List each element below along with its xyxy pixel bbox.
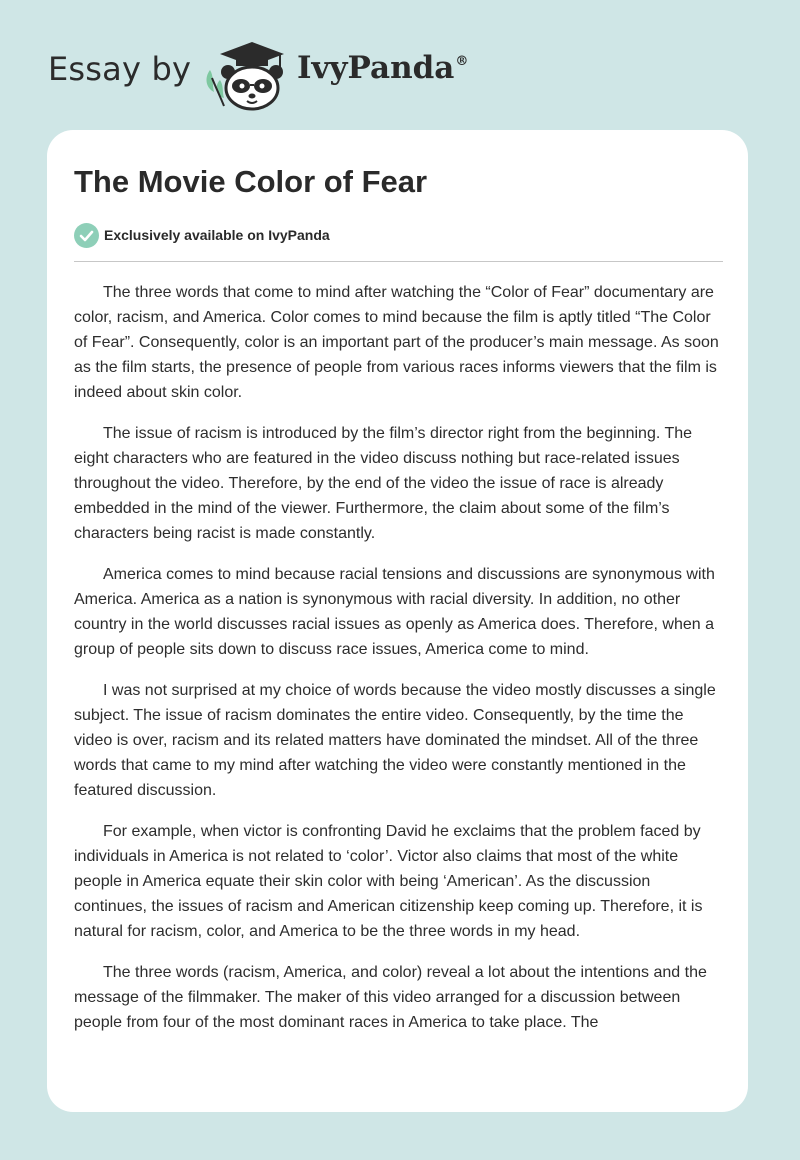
paragraph: The issue of racism is introduced by the film’s director right from the beginning. The eight characters who are featured in the video discuss nothing but race-related issues throughout the video. Therefore, by the end of the video the issue of race is already embedded in the mind of the viewer. Furthermore, the claim about some of the film’s characters being racist is made constantly. [74,425,693,542]
divider [74,261,723,262]
essay-card [47,130,748,1112]
brand-text: IvyPanda [297,50,455,86]
paragraph: The three words (racism, America, and color) reveal a lot about the intentions and the message of the filmmaker. The maker of this video arranged for a discussion between people from four of the most dominant races in America to take place. The [74,964,707,1031]
registered-mark: ® [455,54,469,69]
exclusive-badge [74,222,330,248]
check-circle-icon [74,223,99,248]
paragraph: For example, when victor is confronting David he exclaims that the problem faced by individuals in America is not related to ‘color’. Victor also claims that most of the white people in America equate their skin color with being ‘American’. As the discussion continues, the issues of racism and American citizenship keep coming up. Therefore, it is natural for racism, color, and America to be the three words in my head. [74,823,703,940]
leaf-icon [207,70,224,106]
site-header [0,0,800,130]
paragraph: America comes to mind because racial tensions and discussions are synonymous with America. America as a nation is synonymous with racial diversity. In addition, no other country in the world discusses racial issues as openly as America does. Therefore, when a group of people sits down to discuss race issues, America come to mind. [74,566,715,658]
paragraph: The three words that come to mind after watching the “Color of Fear” documentary are color, racism, and America. Color comes to mind because the film is aptly titled “The Color of Fear”. Consequently, color is an important part of the producer’s main message. As soon as the film starts, the presence of people from various races informs viewers that the film is indeed about skin color. [74,284,719,401]
paragraph: I was not surprised at my choice of words because the video mostly discusses a single subject. The issue of racism dominates the entire video. Consequently, by the time the video is over, racism and its related matters have dominated the mindset. All of the three words that came to my mind after watching the video were constantly mentioned in the featured discussion. [74,682,716,799]
panda-logo-icon[interactable] [200,36,292,112]
page-title: The Movie Color of Fear [74,164,428,199]
essay-body [74,280,726,1051]
brand-name[interactable] [297,50,468,86]
essay-by-label: Essay by [48,50,192,88]
badge-label: Exclusively available on IvyPanda [104,227,330,243]
